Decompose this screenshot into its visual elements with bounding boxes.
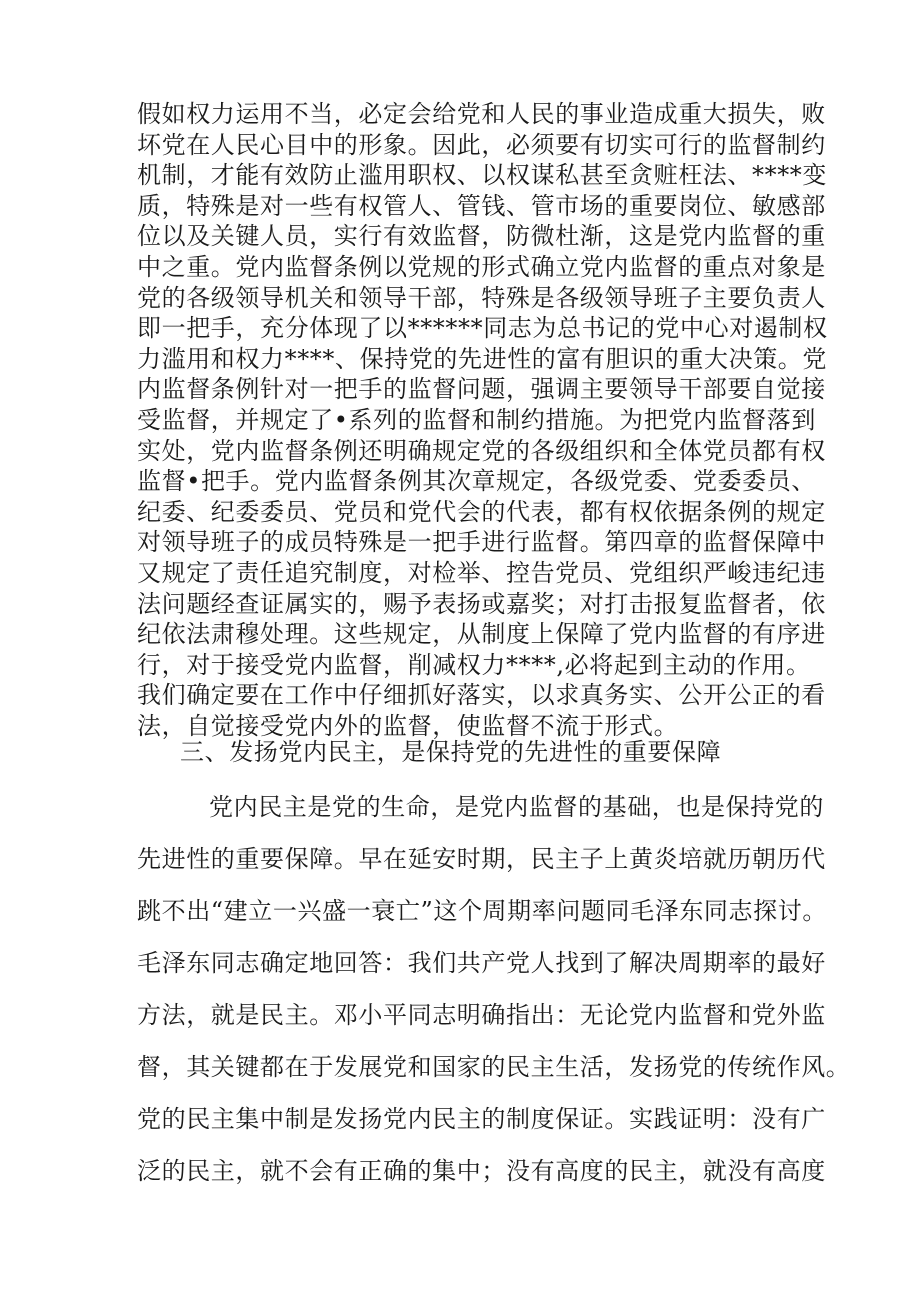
text-line: 党内民主是党的生命，是党内监督的基础，也是保持党的 [209, 793, 824, 821]
text-line: 跳不出“建立一兴盛一衰亡”这个周期率问题同毛泽东同志探讨。 [137, 897, 827, 925]
text-line: 先进性的重要保障。早在延安时期，民主子上黄炎培就历朝历代 [137, 845, 826, 873]
text-line: 对领导班子的成员特殊是一把手进行监督。第四章的监督保障中 [137, 528, 826, 557]
text-line: 法问题经查证属实的，赐予表扬或嘉奖；对打击报复监督者，依 [137, 589, 826, 618]
text-line: 坏党在人民心目中的形象。因此，必须要有切实可行的监督制约 [137, 130, 826, 159]
text-line: 中之重。党内监督条例以党规的形式确立党内监督的重点对象是 [137, 252, 826, 281]
text-line: 党的各级领导机关和领导干部，特殊是各级领导班子主要负责人 [137, 283, 826, 312]
text-line: 监督•把手。党内监督条例其次章规定，各级党委、党委委员、 [137, 467, 816, 496]
text-line: 泛的民主，就不会有正确的集中；没有高度的民主，就没有高度 [137, 1157, 826, 1185]
text-line: 力滥用和权力****、保持党的先进性的富有胆识的重大决策。党 [137, 344, 827, 373]
text-line: 位以及关键人员，实行有效监督，防微杜渐，这是党内监督的重 [137, 222, 826, 251]
body-paragraph-2 [137, 781, 851, 1197]
text-line: 受监督，并规定了•系列的监督和制约措施。为把党内监督落到 [137, 405, 816, 434]
text-line: 行，对于接受党内监督，削减权力****,必将起到主动的作用。 [137, 650, 811, 679]
text-line: 方法，就是民主。邓小平同志明确指出：无论党内监督和党外监 [137, 1001, 826, 1029]
text-line: 又规定了责任追究制度，对检举、控告党员、党组织严峻违纪违 [137, 558, 826, 587]
text-line: 即一把手，充分体现了以******同志为总书记的党中心对遏制权 [137, 314, 828, 343]
body-paragraph-1 [137, 99, 828, 741]
section-heading: 三、发扬党内民主，是保持党的先进性的重要保障 [180, 738, 722, 766]
text-line: 我们确定要在工作中仔细抓好落实，以求真务实、公开公正的看 [137, 681, 826, 710]
text-line: 法，自觉接受党内外的监督，使监督不流于形式。 [137, 711, 679, 740]
text-line: 假如权力运用不当，必定会给党和人民的事业造成重大损失，败 [137, 100, 826, 128]
text-line: 纪委、纪委委员、党员和党代会的代表，都有权依据条例的规定 [137, 497, 826, 526]
text-line: 内监督条例针对一把手的监督问题，强调主要领导干部要自觉接 [137, 375, 826, 404]
text-line: 党的民主集中制是发扬党内民主的制度保证。实践证明：没有广 [137, 1105, 826, 1133]
text-line: 机制，才能有效防止滥用职权、以权谋私甚至贪赃枉法、****变 [137, 161, 827, 190]
text-line: 纪依法肃穆处理。这些规定，从制度上保障了党内监督的有序进 [137, 620, 826, 649]
text-line: 督，其关键都在于发展党和国家的民主生活，发扬党的传统作风。 [137, 1053, 851, 1081]
text-line: 实处，党内监督条例还明确规定党的各级组织和全体党员都有权 [137, 436, 826, 465]
text-line: 质，特殊是对一些有权管人、管钱、管市场的重要岗位、敏感部 [137, 191, 826, 220]
text-line: 毛泽东同志确定地回答：我们共产党人找到了解决周期率的最好 [137, 949, 826, 977]
